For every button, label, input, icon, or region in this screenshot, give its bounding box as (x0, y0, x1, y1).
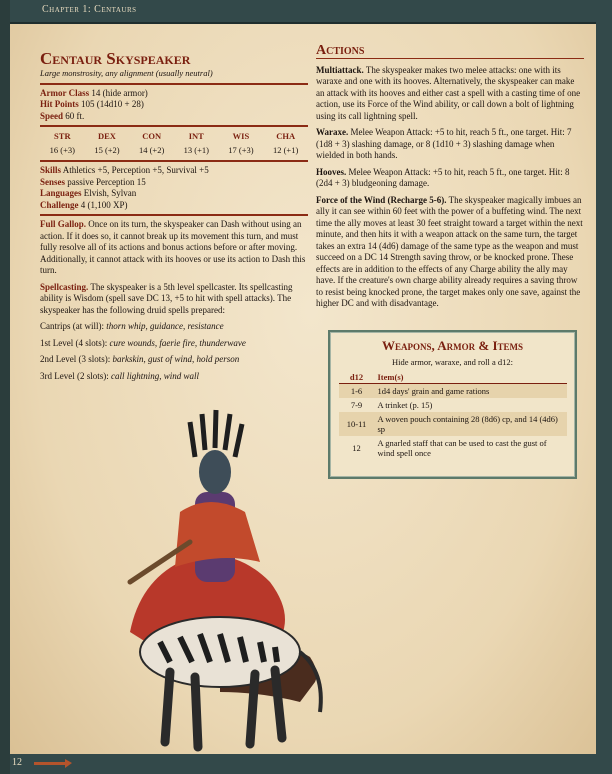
mane (190, 410, 242, 457)
challenge: Challenge 4 (1,100 XP) (40, 199, 128, 210)
items-sidebar (328, 330, 577, 479)
table-row: 1-6 1d4 days' grain and game rations (339, 384, 567, 399)
divider (40, 160, 308, 162)
divider (40, 83, 308, 85)
table-row: 7-9 A trinket (p. 15) (350, 400, 433, 410)
ability-score: 16 (+3) (49, 144, 75, 155)
action-force-of-wind: Force of the Wind (Recharge 5-6). The skyspeaker magically imbues an ally it can see within 60 feet with the power of a buffeting wind. The next time the ally moves at least 30 feet straight toward a target within the next minute, and then hits it with a weapon attack on the same turn, the target takes an extra 14 (4d6) damage of the same type as the weapon and must succeed on a DC 14 Strength saving throw, or be knocked prone. These effects are in addition to the effects of any Charge ability the ally may have. If the creature's own charge ability already requires a saving throw to resist being knocked prone, the target makes only one save, against the higher DC and with disadvantage. (316, 194, 583, 308)
page-edge (596, 0, 612, 774)
armor-class: Armor Class 14 (hide armor) (40, 87, 148, 98)
ability-name: INT (188, 131, 204, 141)
speed: Speed 60 ft. (40, 110, 85, 121)
spell-line: 3rd Level (2 slots): call lightning, wind wall (40, 370, 200, 381)
ability-score: 14 (+2) (138, 144, 165, 155)
ability-score: 13 (+1) (183, 144, 209, 155)
spell-line: Cantrips (at will): thorn whip, guidance, resistance (40, 321, 224, 331)
creature-type: Large monstrosity, any alignment (usually neutral) (40, 68, 213, 78)
arrow-ornament-icon (34, 762, 66, 765)
ability-score: 15 (+2) (94, 144, 120, 155)
action-hooves: Hooves. Melee Weapon Attack: +5 to hit, reach 5 ft., one target. Hit: 8 (2d4 + 3) bludgeoning damage. (316, 166, 570, 188)
chapter-title: Chapter 1: Centaurs (42, 4, 137, 15)
spell-line: 2nd Level (3 slots): barkskin, gust of wind, hold person (40, 354, 240, 364)
shawl (175, 502, 260, 567)
spell-line: 1st Level (4 slots): cure wounds, faerie fire, thunderwave (40, 337, 246, 348)
ability-name: CON (142, 131, 162, 141)
ability-score: 12 (+1) (272, 144, 299, 155)
action-waraxe: Waraxe. Melee Weapon Attack: +5 to hit, reach 5 ft., one target. Hit: 7 (1d8 + 3) slashing damage, or 8 (1d10 + 3) slashing damage when wielded in both hands. (316, 127, 572, 160)
head (199, 450, 231, 494)
hit-points: Hit Points 105 (14d10 + 28) (40, 99, 144, 109)
ability-name: CHA (276, 131, 296, 141)
ability-name: WIS (232, 131, 250, 141)
ability-score: 17 (+3) (228, 144, 254, 155)
action-multiattack: Multiattack. The skyspeaker makes two melee attacks: one with its waraxe and one with its hooves. Alternatively, the skyspeaker can make an attack with its hooves and either cast a spell with a casting time of one action, use its Force of the Wind ability, or call down a bolt of lightning using its call lightning spell. (316, 64, 581, 121)
creature-name: Centaur Skyspeaker (40, 49, 191, 68)
skills: Skills Athletics +5, Perception +5, Survival +5 (40, 165, 209, 175)
items-subtitle: Hide armor, waraxe, and roll a d12: (392, 357, 513, 367)
table-row: 12 A gnarled staff that can be used to cast the gust of wind spell once (352, 438, 547, 458)
senses: Senses passive Perception 15 (40, 176, 146, 187)
statblock (40, 50, 308, 387)
languages: Languages Elvish, Sylvan (40, 188, 137, 198)
table-row: 10-11 A woven pouch containing 28 (8d6) cp, and 14 (4d6) sp (339, 412, 567, 436)
divider (40, 214, 308, 216)
items-title: Weapons, Armor & Items (381, 338, 524, 353)
centaur-illustration (70, 402, 330, 762)
ability-name: STR (54, 131, 71, 141)
trait-full-gallop: Full Gallop. Once on its turn, the skyspeaker can Dash without using an action. If it does so, it cannot break up its movement this turn, and must fully resolve all of its actions and bonus actions before or after moving. Additionally, it cannot attack with its hooves or use its action to Dash this turn. (40, 219, 306, 275)
column-header: d12 (339, 371, 375, 384)
ability-name: DEX (98, 131, 116, 141)
column-header: Item(s) (375, 371, 567, 384)
footer-bar (10, 754, 612, 774)
divider (40, 125, 308, 127)
chapter-header (10, 0, 612, 24)
trait-spellcasting: Spellcasting. The skyspeaker is a 5th level spellcaster. Its spellcasting ability is Wisdom (spell save DC 13, +5 to hit with spell attacks). The skyspeaker has the following druid spells prepared: (40, 281, 293, 315)
actions-section (316, 45, 584, 315)
actions-title: Actions (316, 45, 584, 59)
items-table (339, 371, 567, 460)
ability-scores (40, 130, 308, 157)
book-page (10, 0, 612, 774)
page-number: 12 (12, 757, 22, 768)
